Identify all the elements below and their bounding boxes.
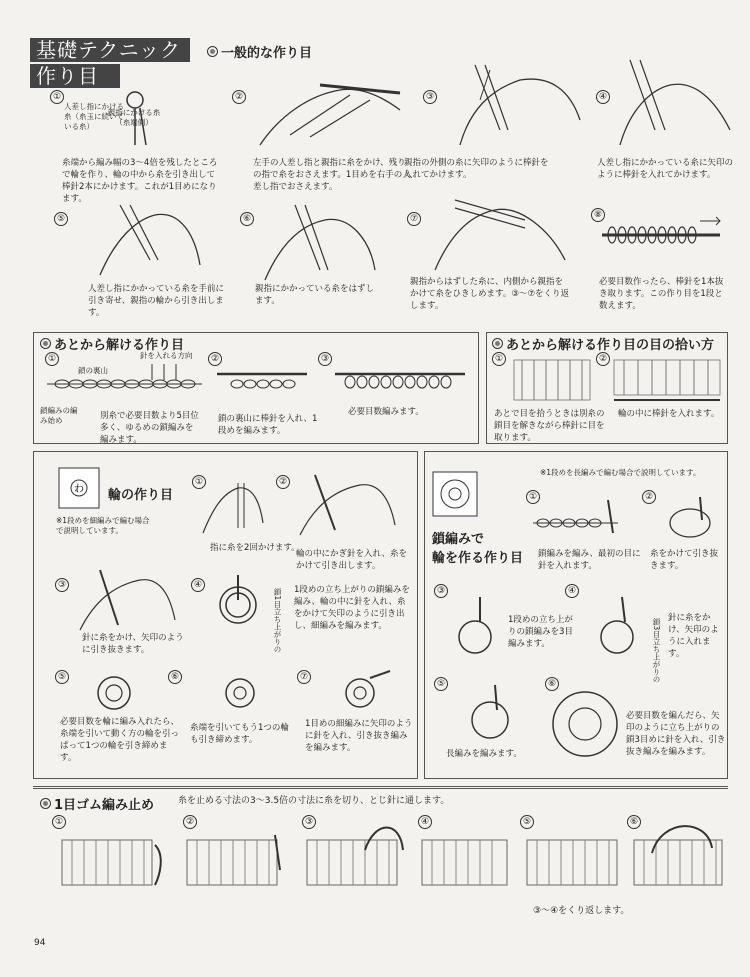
pickup-step-text: あとで目を拾うときは別糸の鎖目を解きながら棒針に目を取ります。 xyxy=(494,409,605,443)
general-step-text: 左手の人差し指と親指に糸をかけ、残りの指で糸をおさえます。1目めを右手の人差し指でおさえます。 xyxy=(253,158,411,192)
ring-step-text: 1目めの細編みに矢印のように針を入れ、引き抜き編みを編みます。 xyxy=(305,719,413,753)
section-divider xyxy=(33,786,728,789)
pickup-step-num: ② xyxy=(596,352,610,366)
chain-ring-step-text: 必要目数を編んだら、矢印のように立ち上がりの鎖3目めに針を入れ、引き抜き編みを編みます。 xyxy=(626,711,726,757)
rib-illustration-6 xyxy=(632,818,727,890)
general-step-num: ⑥ xyxy=(240,212,254,226)
unravel-step-text: 別糸で必要目数より5目位多く、ゆるめの鎖編みを編みます。 xyxy=(100,411,199,445)
ring-chart-symbol xyxy=(58,467,100,509)
rib-step-num: ④ xyxy=(418,815,432,829)
ring-heading-text: 輪の作り目 xyxy=(108,488,174,503)
general-heading xyxy=(207,42,312,61)
general-step-num: ⑦ xyxy=(407,212,421,226)
ring-illustration-5 xyxy=(82,668,152,713)
general-step-text: 人差し指にかかっている糸を手前に引き寄せ、親指の輪から引き出します。 xyxy=(88,284,225,318)
general-step-num: ③ xyxy=(423,90,437,104)
cast-on-illustration-4 xyxy=(610,55,740,150)
chain-ring-step-text: 鎖編みを編み、最初の目に針を入れます。 xyxy=(538,549,641,571)
unravel-heading-text: あとから解ける作り目 xyxy=(54,338,185,353)
ring-step-text: 輪の中にかぎ針を入れ、糸をかけて引き出します。 xyxy=(296,549,408,571)
ring-step-text: 必要目数を輪に編み入れたら、糸端を引いて動く方の輪を引っぱって1つの輪を引き締めます。 xyxy=(60,717,180,763)
label-chain-back: 鎖の裏山 xyxy=(78,366,108,375)
bullet-icon xyxy=(40,798,51,809)
cast-on-illustration-2 xyxy=(250,75,420,155)
ring-illustration-6 xyxy=(205,668,275,713)
pickup-heading xyxy=(492,334,714,353)
ring-heading xyxy=(108,484,173,503)
unravel-step-num: ② xyxy=(208,352,222,366)
rib-heading-text: 1目ゴム編み止め xyxy=(54,798,155,813)
general-step-text: 親指にかかっている糸をはずします。 xyxy=(255,284,375,306)
rib-intro: 糸を止める寸法の3〜3.5倍の寸法に糸を切り、とじ針に通します。 xyxy=(178,796,450,806)
chain-ring-step-text: 長編みを編みます。 xyxy=(446,749,522,759)
chain-ring-note: ※1段めを長編みで編む場合で説明しています。 xyxy=(540,468,701,477)
general-step-text: 親指からはずした糸に、内側から親指をかけて糸をひきしめます。③〜⑦をくり返します。 xyxy=(410,277,570,311)
label-index-yarn: 人差し指にかける糸（糸玉に続いている糸） xyxy=(64,102,124,131)
bullet-icon xyxy=(207,46,218,57)
chain-ring-step-text: 糸をかけて引き抜きます。 xyxy=(650,549,719,571)
cast-on-illustration-6 xyxy=(255,200,385,285)
ring-chart-note: ※1段めを細編みで編む場合で説明しています。 xyxy=(56,516,150,535)
chain-ring-illustration-5 xyxy=(455,680,525,745)
ring-illustration-3 xyxy=(70,565,180,635)
pickup-heading-text: あとから解ける作り目の目の拾い方 xyxy=(506,338,715,353)
ring-step-num: ② xyxy=(276,475,290,489)
chain-ring-illustration-1 xyxy=(528,498,628,538)
ring-step-num: ③ xyxy=(55,578,69,592)
chain-ring-step-num: ① xyxy=(526,490,540,504)
label-chain-start: 鎖編みの編み始め xyxy=(40,406,78,425)
general-step-num: ④ xyxy=(596,90,610,104)
ring-step-num: ⑦ xyxy=(297,670,311,684)
rib-illustration-2 xyxy=(185,830,290,890)
chain-ring-heading xyxy=(432,528,523,566)
unravel-illustration-3 xyxy=(330,362,470,402)
rib-repeat-note: ③〜④をくり返します。 xyxy=(533,906,630,916)
unravel-illustration-2 xyxy=(212,362,312,402)
general-step-text: 必要目数作ったら、棒針を1本抜き取ります。この作り目を1段と数えます。 xyxy=(599,277,724,311)
page-title-line1: 基礎テクニック xyxy=(30,38,190,62)
chain-ring-step-num: ④ xyxy=(565,584,579,598)
cast-on-illustration-5 xyxy=(90,200,210,280)
ring-step-num: ④ xyxy=(191,578,205,592)
bullet-icon xyxy=(40,338,51,349)
general-step-text: 親指の外側の糸に矢印のように棒針を入れてかけます。 xyxy=(404,158,549,180)
unravel-step-text: 鎖の裏山に棒針を入れ、1段めを編みます。 xyxy=(218,414,318,436)
chain-ring-step-num: ② xyxy=(642,490,656,504)
rib-step-num: ⑤ xyxy=(520,815,534,829)
chain-ring-heading-line1: 鎖編みで xyxy=(432,532,485,547)
label-thumb-yarn: 親指にかける糸（糸端側） xyxy=(107,108,161,127)
chain-illustration xyxy=(42,362,207,402)
general-step-text: 糸端から編み幅の3〜4倍を残したところで輪を作り、輪の中から糸を引き出して棒針2本にかけます。これが1目めになります。 xyxy=(62,158,218,204)
general-step-num: ⑧ xyxy=(591,208,605,222)
unravel-step-text: 必要目数編みます。 xyxy=(348,407,424,417)
rib-step-num: ③ xyxy=(302,815,316,829)
general-step-num: ② xyxy=(232,90,246,104)
cast-on-needle-illustration xyxy=(600,215,725,250)
ring-side-label: 鎖1目立ち上がりの xyxy=(273,588,282,653)
cast-on-illustration-7 xyxy=(425,190,575,275)
page-number: 94 xyxy=(34,938,46,948)
chain-ring-step-text: 1段めの立ち上がりの鎖編みを3目編みます。 xyxy=(508,615,573,649)
chain-ring-step-num: ③ xyxy=(434,584,448,598)
general-step-num: ⑤ xyxy=(54,212,68,226)
ring-step-num: ① xyxy=(192,475,206,489)
title-block xyxy=(30,38,190,90)
rib-heading xyxy=(40,794,154,813)
ring-illustration-2 xyxy=(290,470,400,540)
pickup-step-text: 輪の中に棒針を入れます。 xyxy=(618,409,720,419)
chain-ring-illustration-2 xyxy=(660,495,720,545)
label-needle-direction: 針を入れる方向 xyxy=(140,351,193,360)
unravel-step-num: ① xyxy=(45,352,59,366)
rib-step-num: ① xyxy=(52,815,66,829)
pickup-illustration-2 xyxy=(612,355,722,405)
unravel-step-num: ③ xyxy=(318,352,332,366)
ring-illustration-1 xyxy=(198,478,268,538)
ring-illustration-7 xyxy=(325,668,400,713)
rib-step-num: ② xyxy=(183,815,197,829)
page-title-line2: 作り目 xyxy=(30,64,120,88)
chain-ring-heading-line2: 輪を作る作り目 xyxy=(432,551,524,566)
ring-illustration-4 xyxy=(208,570,268,635)
ring-step-num: ⑤ xyxy=(55,670,69,684)
general-step-text: 人差し指にかかっている糸に矢印のように棒針を入れてかけます。 xyxy=(597,158,734,180)
chain-ring-step-num: ⑤ xyxy=(434,677,448,691)
ring-step-text: 1段めの立ち上がりの鎖編みを編み、輪の中に針を入れ、糸をかけて矢印のように引き出し、細編みを編みます。 xyxy=(294,585,410,631)
chain-ring-illustration-3 xyxy=(450,592,505,662)
ring-step-text: 針に糸をかけ、矢印のように引き抜きます。 xyxy=(82,633,184,655)
rib-step-num: ⑥ xyxy=(627,815,641,829)
pickup-illustration-1 xyxy=(512,355,592,405)
pickup-step-num: ① xyxy=(492,352,506,366)
general-step-num: ① xyxy=(50,90,64,104)
general-heading-text: 一般的な作り目 xyxy=(221,46,313,61)
ring-step-text: 糸端を引いてもう1つの輪も引き締めます。 xyxy=(190,723,289,745)
chain-ring-step-text: 針に糸をかけ、矢印のように入れます。 xyxy=(668,613,719,659)
chain-ring-step-num: ⑥ xyxy=(545,677,559,691)
chain-ring-chart-symbol xyxy=(432,471,478,517)
rib-illustration-4 xyxy=(420,830,520,890)
chain-ring-illustration-4 xyxy=(592,592,652,667)
svg-text:わ: わ xyxy=(74,484,84,495)
cast-on-illustration-3 xyxy=(440,60,590,150)
rib-illustration-1 xyxy=(60,830,170,890)
bullet-icon xyxy=(492,338,503,349)
chain-ring-illustration-6 xyxy=(545,682,625,762)
chain-ring-side-label: 鎖3目立ち上がりの xyxy=(652,618,661,683)
ring-step-num: ⑥ xyxy=(168,670,182,684)
ring-step-text: 指に糸を2回かけます。 xyxy=(210,543,300,553)
rib-illustration-3 xyxy=(305,820,410,890)
rib-illustration-5 xyxy=(525,825,625,890)
